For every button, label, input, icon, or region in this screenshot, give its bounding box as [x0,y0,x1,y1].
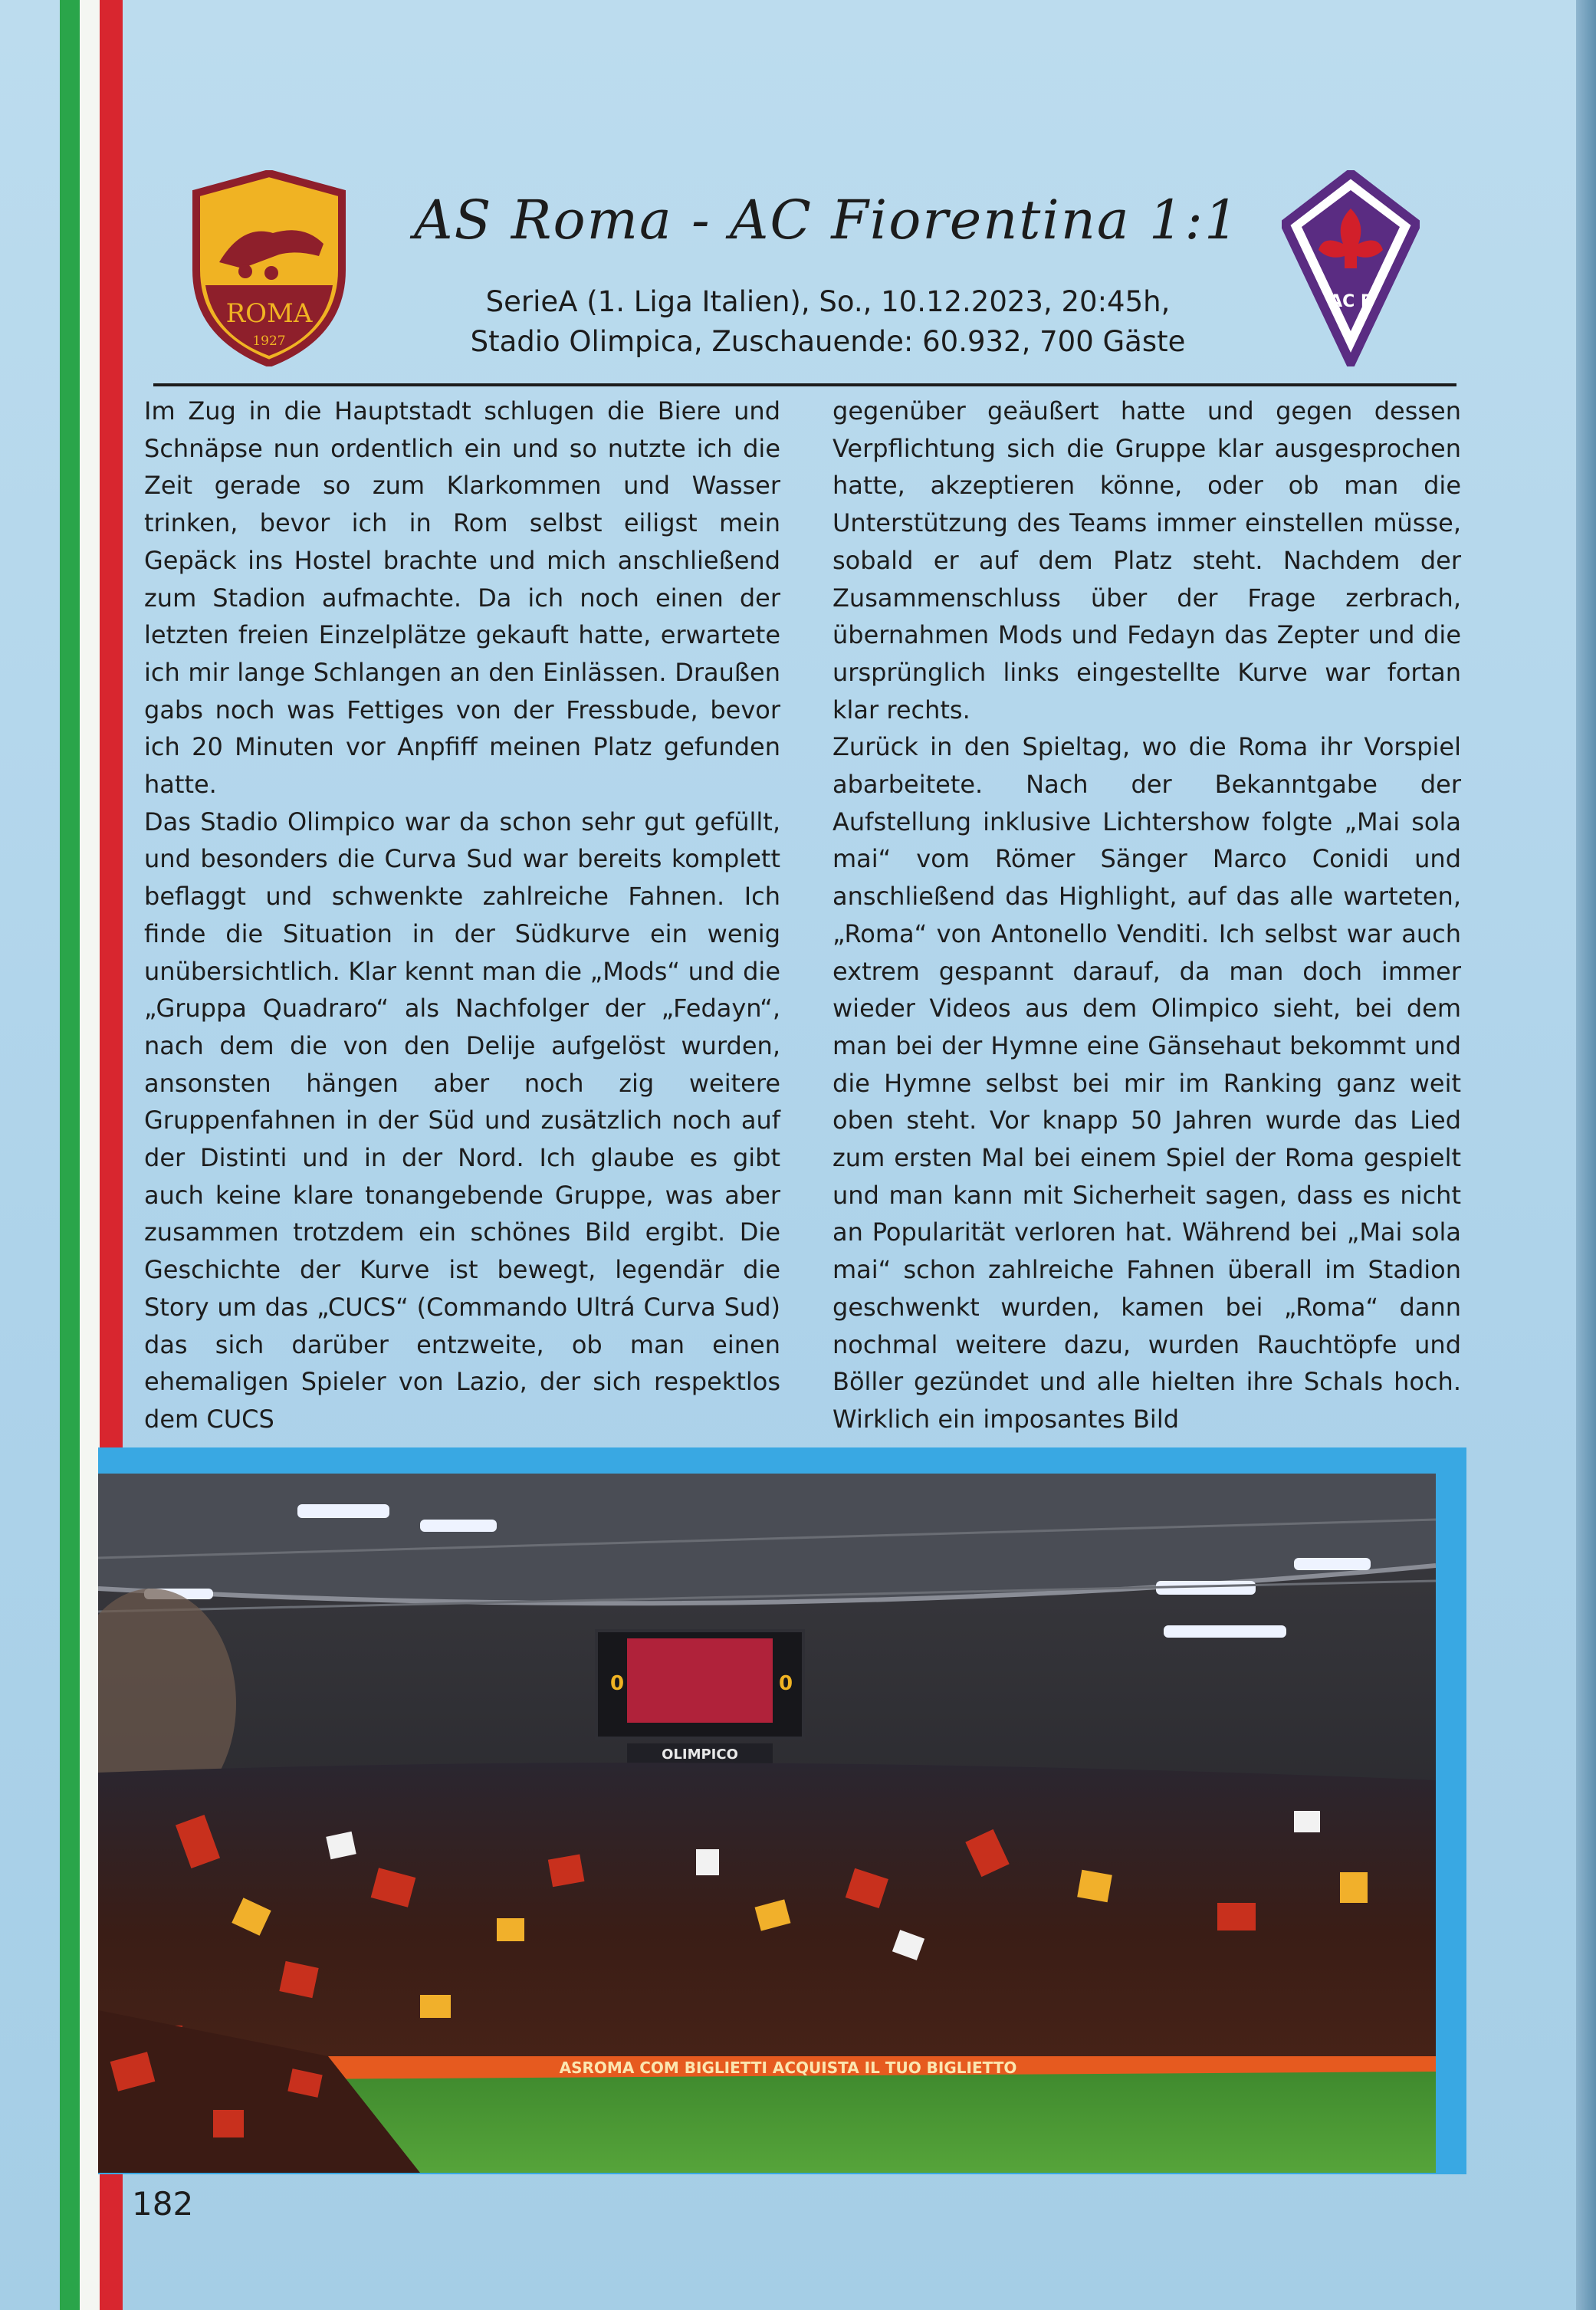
scoreboard-home-score: 0 [610,1672,625,1695]
match-info [383,282,1273,362]
page-number: 182 [132,2185,194,2223]
paragraph: Im Zug in die Hauptstadt schlugen die Biere und Schnäpse nun ordentlich ein und so nutzte ich die Zeit gerade so zum Klarkommen und Wasser trinken, bevor ich in Rom selbst eiligst mein Gepäck ins Hostel brachte und mich anschließend zum Stadion aufmachte. Da ich noch einen der letzten freien Einzelplätze gekauft hatte, erwartete ich mir lange Schlangen an den Einlässen. Draußen gabs noch was Fettiges von der Fressbude, bevor ich 20 Minuten vor Anpfiff meinen Platz gefunden hatte. [144,396,780,800]
header-divider [153,383,1456,386]
article-column-left [144,393,780,1443]
roma-crest-year: 1927 [252,334,286,349]
italian-flag-stripe-white [80,0,100,2310]
fiorentina-crest-text: AC F [1329,292,1372,311]
page-title: AS Roma - AC Fiorentina 1:1 [414,189,1240,251]
match-info-line-2: Stadio Olimpica, Zuschauende: 60.932, 700 Gäste [470,325,1186,358]
page-edge [1576,0,1596,2310]
as-roma-crest-icon [189,170,350,366]
italian-flag-stripe-green [60,0,80,2310]
paragraph: Zurück in den Spieltag, wo die Roma ihr Vorspiel abarbeitete. Nach der Bekanntgabe der Aufstellung inklusive Lichtershow folgte „Mai sola mai“ vom Römer Sänger Marco Conidi und anschließend das Highlight, auf das alle warteten, „Roma“ von Antonello Venditi. Ich selbst war auch extrem gespannt darauf, da man doch immer wieder Videos aus dem Olimpico sieht, bei dem man bei der Hymne eine Gänsehaut bekommt und die Hymne selbst bei mir im Ranking ganz weit oben steht. Vor knapp 50 Jahren wurde das Lied zum ersten Mal bei einem Spiel der Roma gespielt und man kann mit Sicherheit sagen, dass es nicht an Popularität verloren hat. Während bei „Mai sola mai“ schon zahlreiche Fahnen überall im Stadion geschwenkt wurden, kamen bei „Roma“ dann nochmal weitere dazu, wurden Rauchtöpfe und Böller gezündet und alle hielten ihre Schals hoch. Wirklich ein imposantes Bild [832,732,1461,1434]
acf-fiorentina-crest-icon [1282,170,1420,366]
article-column-right [832,393,1461,1443]
paragraph: Das Stadio Olimpico war da schon sehr gut gefüllt, und besonders die Curva Sud war bereits komplett beflaggt und schwenkte zahlreiche Fahnen. Ich finde die Situation in der Südkurve ein wenig unübersichtlich. Klar kennt man die „Mods“ und die „Gruppa Quadraro“ als Nachfolger der „Fedayn“, nach dem die von den Delije aufgelöst wurden, ansonsten hängen aber noch zig weitere Gruppenfahnen in der Süd und zusätzlich noch auf der Distinti und in der Nord. Ich glaube es gibt auch keine klare tonangebende Gruppe, was aber zusammen trotzdem ein schönes Bild ergibt. Die Geschichte der Kurve ist bewegt, legendär die Story um das „CUCS“ (Commando Ultrá Curva Sud) das sich darüber entzweite, ob man einen ehemaligen Spieler von Lazio, der sich respektlos dem CUCS [144,807,780,1434]
roma-crest-text: ROMA [225,298,313,329]
scoreboard-label: OLIMPICO [662,1746,738,1763]
match-info-line-1: SerieA (1. Liga Italien), So., 10.12.2023, 20:45h, [485,285,1171,318]
scoreboard-away-score: 0 [779,1672,793,1695]
stadium-photo [98,1474,1436,2173]
paragraph: gegenüber geäußert hatte und gegen dessen Verpflichtung sich die Gruppe klar ausgesprochen hatte, akzeptieren könne, oder ob man die Unterstützung des Teams immer einstellen müsse, sobald er auf dem Platz steht. Nachdem der Zusammenschluss über der Frage zerbrach, übernahmen Mods und Fedayn das Zepter und die ursprünglich links eingestellte Kurve war fortan klar rechts. [832,396,1461,725]
ad-board-text: ASROMA COM BIGLIETTI ACQUISTA IL TUO BIGLIETTO [559,2059,1017,2077]
